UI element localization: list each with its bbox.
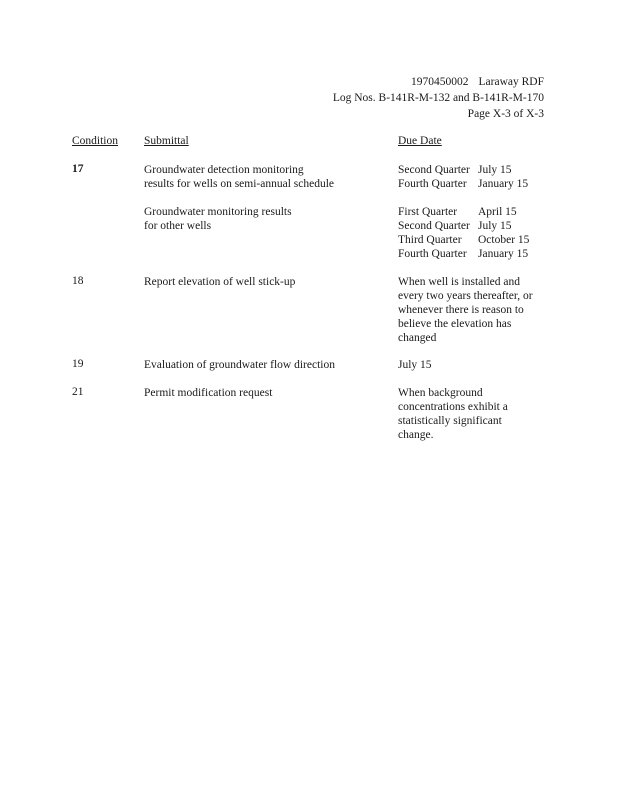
submittal-text — [144, 358, 384, 372]
due-quarter: First Quarter — [398, 206, 458, 218]
due-line: change. — [398, 429, 434, 441]
log-numbers: Log Nos. B-141R-M-132 and B-141R-M-170 — [332, 92, 544, 104]
submittal-line: for other wells — [144, 220, 212, 232]
submittal-line: Evaluation of groundwater flow direction — [144, 359, 335, 371]
due-row — [398, 205, 548, 219]
condition-number: 18 — [72, 275, 84, 287]
submittal-line: Report elevation of well stick-up — [144, 276, 296, 288]
column-heading-due-date: Due Date — [398, 135, 442, 147]
due-date-schedule — [398, 163, 548, 191]
due-line: whenever there is reason to — [398, 304, 524, 316]
due-line: changed — [398, 332, 437, 344]
due-quarter: Fourth Quarter — [398, 178, 467, 190]
due-date-text — [398, 275, 548, 345]
due-line: believe the elevation has — [398, 318, 512, 330]
due-row — [398, 247, 548, 261]
due-row — [398, 177, 548, 191]
due-quarter: Third Quarter — [398, 234, 462, 246]
due-quarter: Second Quarter — [398, 220, 470, 232]
due-line: concentrations exhibit a — [398, 401, 508, 413]
due-date: January 15 — [478, 248, 529, 260]
due-line: When well is installed and — [398, 276, 520, 288]
due-date-schedule — [398, 205, 548, 261]
due-date: January 15 — [478, 178, 529, 190]
facility-name: Laraway RDF — [478, 76, 544, 88]
due-row — [398, 233, 548, 247]
submittal-line: Groundwater monitoring results — [144, 206, 292, 218]
due-date: April 15 — [478, 206, 517, 218]
due-date: July 15 — [478, 220, 512, 232]
header-id-line — [411, 74, 544, 90]
submittal-line: Permit modification request — [144, 387, 273, 399]
doc-id: 1970450002 — [411, 76, 469, 88]
condition-number: 17 — [72, 163, 84, 175]
due-date-text — [398, 358, 548, 372]
submittal-text — [144, 205, 384, 233]
due-line: When background — [398, 387, 483, 399]
due-quarter: Second Quarter — [398, 164, 470, 176]
due-line: July 15 — [398, 359, 432, 371]
condition-number: 19 — [72, 358, 84, 370]
column-heading-condition: Condition — [72, 135, 119, 147]
condition-number: 21 — [72, 386, 84, 398]
submittal-text — [144, 163, 384, 191]
page-number: Page X-3 of X-3 — [467, 108, 544, 120]
due-row — [398, 163, 548, 177]
due-quarter: Fourth Quarter — [398, 248, 467, 260]
due-date: October 15 — [478, 234, 530, 246]
due-date: July 15 — [478, 164, 512, 176]
column-heading-submittal: Submittal — [144, 135, 189, 147]
due-row — [398, 219, 548, 233]
due-line: every two years thereafter, or — [398, 290, 533, 302]
submittal-line: results for wells on semi-annual schedule — [144, 178, 335, 190]
due-line: statistically significant — [398, 415, 502, 427]
submittal-text — [144, 386, 384, 400]
due-date-text — [398, 386, 548, 442]
submittal-line: Groundwater detection monitoring — [144, 164, 304, 176]
submittal-text — [144, 275, 384, 289]
